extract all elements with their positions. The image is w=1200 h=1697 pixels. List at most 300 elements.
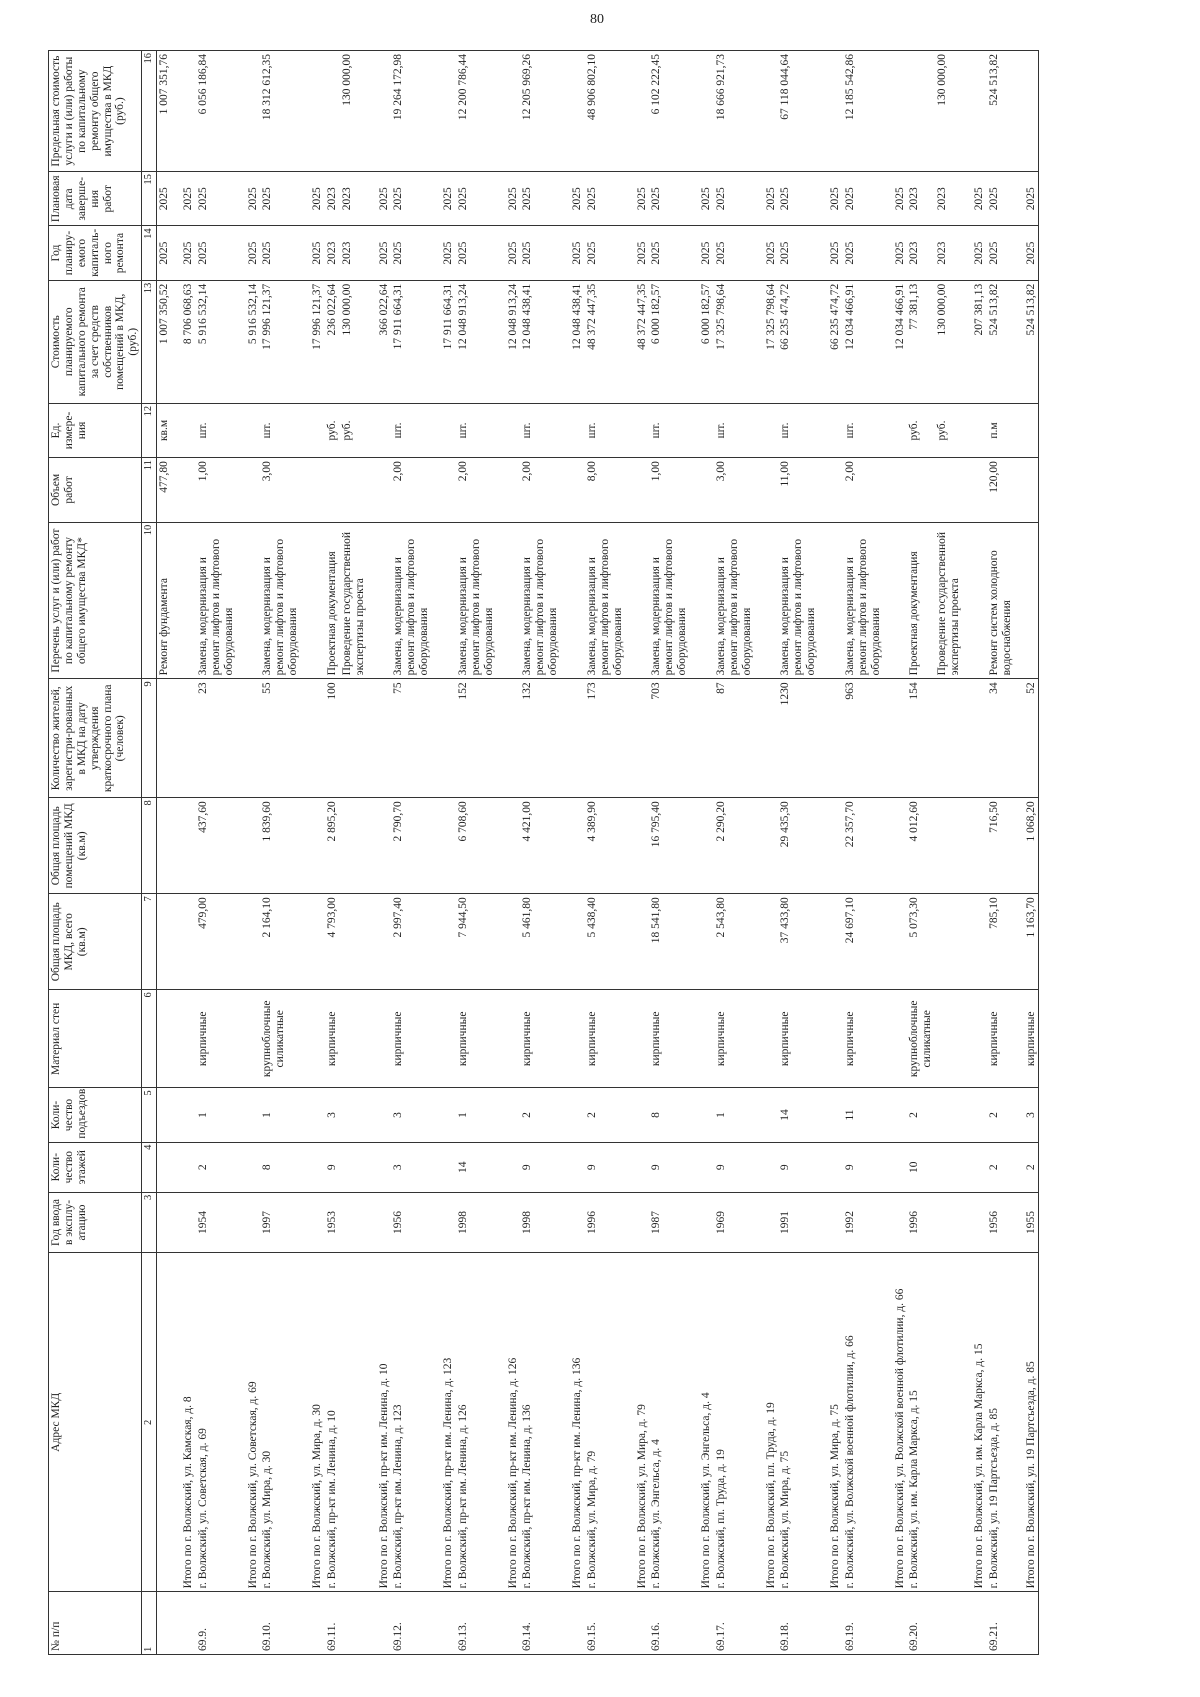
unit-cell: шт. bbox=[520, 403, 561, 457]
volume-cell: 2,00 bbox=[843, 458, 884, 523]
total-area-cell: 2 997,40 bbox=[391, 894, 432, 990]
year-cell bbox=[561, 1192, 585, 1253]
premises-area-cell: 4 421,00 bbox=[520, 798, 561, 894]
wall-material-cell: кирпичные bbox=[843, 990, 884, 1088]
row-number bbox=[935, 1592, 963, 1655]
residents-cell: 154 bbox=[907, 679, 935, 798]
column-number: 6 bbox=[142, 990, 157, 1088]
year-cell bbox=[368, 1192, 392, 1253]
limit-cost-cell: 12 185 542,86 bbox=[843, 51, 884, 172]
cost-cell: 6 000 182,57 bbox=[690, 280, 714, 403]
year-cell bbox=[963, 1192, 987, 1253]
limit-cost-cell: 1 007 351,76 bbox=[157, 51, 172, 172]
volume-cell: 11,00 bbox=[778, 458, 819, 523]
completion-date-cell: 2025 bbox=[237, 172, 261, 226]
premises-area-cell: 4 012,60 bbox=[907, 798, 935, 894]
entrances-cell: 1 bbox=[456, 1088, 497, 1142]
limit-cost-cell bbox=[1015, 51, 1039, 172]
limit-cost-cell bbox=[237, 51, 261, 172]
table-row bbox=[778, 51, 819, 1655]
address-cell: Итого по г. Волжский, ул. Мира, д. 79 bbox=[626, 1253, 650, 1592]
row-number bbox=[301, 1592, 325, 1655]
cost-cell: 12 034 466,91 bbox=[884, 280, 908, 403]
entrances-cell: 2 bbox=[907, 1088, 935, 1142]
entrances-cell: 1 bbox=[260, 1088, 301, 1142]
repair-year-cell: 2025 bbox=[391, 226, 432, 280]
wall-material-cell: крупноблочные силикатные bbox=[260, 990, 301, 1088]
entrances-cell: 1 bbox=[196, 1088, 237, 1142]
entrances-cell: 3 bbox=[325, 1088, 340, 1142]
residents-cell bbox=[237, 679, 261, 798]
year-cell: 1996 bbox=[907, 1192, 935, 1253]
limit-cost-cell bbox=[884, 51, 908, 172]
floors-cell bbox=[432, 1142, 456, 1192]
completion-date-cell: 2025 bbox=[456, 172, 497, 226]
repair-year-cell: 2025 bbox=[561, 226, 585, 280]
row-number: 69.12. bbox=[391, 1592, 432, 1655]
total-area-cell bbox=[755, 894, 779, 990]
wall-material-cell bbox=[301, 990, 325, 1088]
year-cell: 1987 bbox=[649, 1192, 690, 1253]
total-area-cell: 18 541,80 bbox=[649, 894, 690, 990]
unit-cell: руб. bbox=[325, 403, 340, 457]
unit-cell: шт. bbox=[391, 403, 432, 457]
floors-cell bbox=[301, 1142, 325, 1192]
row-number bbox=[561, 1592, 585, 1655]
address-cell: г. Волжский, пр-кт им. Ленина, д. 126 bbox=[456, 1253, 497, 1592]
row-number bbox=[884, 1592, 908, 1655]
unit-cell: шт. bbox=[260, 403, 301, 457]
year-cell: 1955 bbox=[1015, 1192, 1039, 1253]
floors-cell: 9 bbox=[520, 1142, 561, 1192]
address-cell: Итого по г. Волжский, ул. им. Карла Маркса, д. 15 bbox=[963, 1253, 987, 1592]
table-total-row bbox=[368, 51, 392, 1655]
residents-cell bbox=[626, 679, 650, 798]
unit-cell bbox=[237, 403, 261, 457]
repair-year-cell: 2025 bbox=[690, 226, 714, 280]
floors-cell: 9 bbox=[649, 1142, 690, 1192]
volume-cell bbox=[325, 458, 340, 523]
unit-cell bbox=[301, 403, 325, 457]
unit-cell: п.м bbox=[987, 403, 1015, 457]
cost-cell: 524 513,82 bbox=[987, 280, 1015, 403]
row-number bbox=[819, 1592, 843, 1655]
works-cell: Замена, модернизация и ремонт лифтов и лифтового оборудования bbox=[391, 522, 432, 679]
floors-cell bbox=[884, 1142, 908, 1192]
works-cell bbox=[884, 522, 908, 679]
total-area-cell: 7 944,50 bbox=[456, 894, 497, 990]
volume-cell bbox=[432, 458, 456, 523]
entrances-cell: 11 bbox=[843, 1088, 884, 1142]
address-cell: Итого по г. Волжский, пр-кт им. Ленина, д. 136 bbox=[561, 1253, 585, 1592]
floors-cell bbox=[561, 1142, 585, 1192]
premises-area-cell: 2 290,20 bbox=[714, 798, 755, 894]
premises-area-cell bbox=[497, 798, 521, 894]
column-number: 15 bbox=[142, 172, 157, 226]
completion-date-cell: 2025 bbox=[196, 172, 237, 226]
unit-cell bbox=[172, 403, 196, 457]
premises-area-cell: 22 357,70 bbox=[843, 798, 884, 894]
premises-area-cell bbox=[819, 798, 843, 894]
capital-repair-table bbox=[48, 50, 1039, 1655]
premises-area-cell: 16 795,40 bbox=[649, 798, 690, 894]
entrances-cell: 2 bbox=[585, 1088, 626, 1142]
wall-material-cell bbox=[172, 990, 196, 1088]
completion-date-cell: 2025 bbox=[561, 172, 585, 226]
address-cell: г. Волжский, ул. Мира, д. 79 bbox=[585, 1253, 626, 1592]
cost-cell: 207 381,13 bbox=[963, 280, 987, 403]
volume-cell bbox=[755, 458, 779, 523]
completion-date-cell: 2025 bbox=[626, 172, 650, 226]
works-cell: Замена, модернизация и ремонт лифтов и лифтового оборудования bbox=[714, 522, 755, 679]
entrances-cell bbox=[432, 1088, 456, 1142]
row-number: 69.15. bbox=[585, 1592, 626, 1655]
table-total-row bbox=[301, 51, 325, 1655]
residents-cell bbox=[157, 679, 172, 798]
works-cell bbox=[755, 522, 779, 679]
floors-cell: 9 bbox=[843, 1142, 884, 1192]
repair-year-cell: 2025 bbox=[497, 226, 521, 280]
works-cell: Замена, модернизация и ремонт лифтов и лифтового оборудования bbox=[843, 522, 884, 679]
column-number: 7 bbox=[142, 894, 157, 990]
cost-cell: 524 513,82 bbox=[1015, 280, 1039, 403]
entrances-cell bbox=[935, 1088, 963, 1142]
repair-year-cell: 2025 bbox=[585, 226, 626, 280]
cost-cell: 17 911 664,31 bbox=[432, 280, 456, 403]
completion-date-cell: 2025 bbox=[778, 172, 819, 226]
repair-year-cell: 2025 bbox=[157, 226, 172, 280]
floors-cell: 2 bbox=[1015, 1142, 1039, 1192]
header-cell: Год ввода в эксплу-атацию bbox=[49, 1192, 142, 1253]
table-row bbox=[340, 51, 368, 1655]
floors-cell: 3 bbox=[391, 1142, 432, 1192]
column-number-row bbox=[142, 51, 157, 1655]
address-cell: Итого по г. Волжский, ул. Камская, д. 8 bbox=[172, 1253, 196, 1592]
residents-cell bbox=[819, 679, 843, 798]
premises-area-cell: 2 895,20 bbox=[325, 798, 340, 894]
limit-cost-cell: 524 513,82 bbox=[987, 51, 1015, 172]
works-cell bbox=[368, 522, 392, 679]
residents-cell: 23 bbox=[196, 679, 237, 798]
repair-year-cell: 2025 bbox=[778, 226, 819, 280]
total-area-cell bbox=[561, 894, 585, 990]
floors-cell: 2 bbox=[987, 1142, 1015, 1192]
address-cell: г. Волжский, ул. им. Карла Маркса, д. 15 bbox=[907, 1253, 935, 1592]
page-number: 80 bbox=[590, 12, 604, 27]
address-cell: г. Волжский, ул. 19 Партсъезда, д. 85 bbox=[987, 1253, 1015, 1592]
premises-area-cell: 2 790,70 bbox=[391, 798, 432, 894]
table-row bbox=[843, 51, 884, 1655]
repair-year-cell: 2025 bbox=[819, 226, 843, 280]
wall-material-cell: кирпичные bbox=[196, 990, 237, 1088]
repair-year-cell: 2025 bbox=[963, 226, 987, 280]
repair-year-cell: 2025 bbox=[520, 226, 561, 280]
cost-cell: 130 000,00 bbox=[935, 280, 963, 403]
header-cell: Общая площадь помещений МКД (кв.м) bbox=[49, 798, 142, 894]
volume-cell: 1,00 bbox=[649, 458, 690, 523]
address-cell: Итого по г. Волжский, ул. Мира, д. 30 bbox=[301, 1253, 325, 1592]
completion-date-cell: 2025 bbox=[368, 172, 392, 226]
unit-cell bbox=[497, 403, 521, 457]
limit-cost-cell bbox=[301, 51, 325, 172]
residents-cell bbox=[561, 679, 585, 798]
entrances-cell: 8 bbox=[649, 1088, 690, 1142]
premises-area-cell bbox=[626, 798, 650, 894]
floors-cell: 9 bbox=[325, 1142, 340, 1192]
works-cell bbox=[237, 522, 261, 679]
address-cell: г. Волжский, ул. Советская, д. 69 bbox=[196, 1253, 237, 1592]
column-number: 8 bbox=[142, 798, 157, 894]
total-area-cell bbox=[368, 894, 392, 990]
limit-cost-cell bbox=[368, 51, 392, 172]
limit-cost-cell: 19 264 172,98 bbox=[391, 51, 432, 172]
unit-cell bbox=[690, 403, 714, 457]
premises-area-cell: 6 708,60 bbox=[456, 798, 497, 894]
total-area-cell bbox=[690, 894, 714, 990]
premises-area-cell: 1 839,60 bbox=[260, 798, 301, 894]
row-number bbox=[963, 1592, 987, 1655]
entrances-cell bbox=[368, 1088, 392, 1142]
entrances-cell bbox=[755, 1088, 779, 1142]
column-number: 2 bbox=[142, 1253, 157, 1592]
completion-date-cell: 2025 bbox=[963, 172, 987, 226]
repair-year-cell: 2025 bbox=[714, 226, 755, 280]
year-cell bbox=[432, 1192, 456, 1253]
row-number bbox=[755, 1592, 779, 1655]
limit-cost-cell: 67 118 044,64 bbox=[778, 51, 819, 172]
floors-cell: 9 bbox=[778, 1142, 819, 1192]
total-area-cell bbox=[819, 894, 843, 990]
volume-cell bbox=[690, 458, 714, 523]
cost-cell: 12 048 438,41 bbox=[561, 280, 585, 403]
volume-cell: 2,00 bbox=[391, 458, 432, 523]
header-cell: Материал стен bbox=[49, 990, 142, 1088]
premises-area-cell bbox=[561, 798, 585, 894]
works-cell: Замена, модернизация и ремонт лифтов и лифтового оборудования bbox=[585, 522, 626, 679]
residents-cell: 87 bbox=[714, 679, 755, 798]
volume-cell: 477,80 bbox=[157, 458, 172, 523]
cost-cell: 8 706 068,63 bbox=[172, 280, 196, 403]
completion-date-cell: 2023 bbox=[935, 172, 963, 226]
total-area-cell bbox=[935, 894, 963, 990]
completion-date-cell: 2023 bbox=[340, 172, 368, 226]
premises-area-cell bbox=[368, 798, 392, 894]
floors-cell bbox=[626, 1142, 650, 1192]
residents-cell: 963 bbox=[843, 679, 884, 798]
unit-cell bbox=[884, 403, 908, 457]
address-cell: Итого по г. Волжский, ул. Советская, д. 69 bbox=[237, 1253, 261, 1592]
table-row bbox=[907, 51, 935, 1655]
total-area-cell bbox=[432, 894, 456, 990]
residents-cell bbox=[172, 679, 196, 798]
unit-cell bbox=[963, 403, 987, 457]
address-cell: г. Волжский, ул. Энгельса, д. 4 bbox=[649, 1253, 690, 1592]
table-row bbox=[520, 51, 561, 1655]
floors-cell bbox=[340, 1142, 368, 1192]
table-row bbox=[935, 51, 963, 1655]
year-cell bbox=[497, 1192, 521, 1253]
cost-cell: 6 000 182,57 bbox=[649, 280, 690, 403]
row-number bbox=[237, 1592, 261, 1655]
total-area-cell bbox=[884, 894, 908, 990]
volume-cell bbox=[368, 458, 392, 523]
column-number: 3 bbox=[142, 1192, 157, 1253]
volume-cell: 3,00 bbox=[260, 458, 301, 523]
wall-material-cell: кирпичные bbox=[1015, 990, 1039, 1088]
wall-material-cell: кирпичные bbox=[987, 990, 1015, 1088]
floors-cell bbox=[819, 1142, 843, 1192]
total-area-cell bbox=[497, 894, 521, 990]
entrances-cell bbox=[626, 1088, 650, 1142]
year-cell: 1998 bbox=[456, 1192, 497, 1253]
premises-area-cell bbox=[963, 798, 987, 894]
volume-cell bbox=[561, 458, 585, 523]
completion-date-cell: 2025 bbox=[884, 172, 908, 226]
floors-cell bbox=[497, 1142, 521, 1192]
wall-material-cell bbox=[368, 990, 392, 1088]
premises-area-cell: 4 389,90 bbox=[585, 798, 626, 894]
residents-cell: 52 bbox=[1015, 679, 1039, 798]
works-cell: Замена, модернизация и ремонт лифтов и лифтового оборудования bbox=[520, 522, 561, 679]
address-cell: Итого по г. Волжский, пл. Труда, д. 19 bbox=[755, 1253, 779, 1592]
works-cell: Замена, модернизация и ремонт лифтов и лифтового оборудования bbox=[649, 522, 690, 679]
row-number: 69.13. bbox=[456, 1592, 497, 1655]
wall-material-cell bbox=[157, 990, 172, 1088]
floors-cell: 9 bbox=[585, 1142, 626, 1192]
row-number: 69.17. bbox=[714, 1592, 755, 1655]
limit-cost-cell bbox=[561, 51, 585, 172]
year-cell bbox=[755, 1192, 779, 1253]
wall-material-cell bbox=[690, 990, 714, 1088]
premises-area-cell: 1 068,20 bbox=[1015, 798, 1039, 894]
premises-area-cell bbox=[237, 798, 261, 894]
header-cell: № п/п bbox=[49, 1592, 142, 1655]
column-number: 1 bbox=[142, 1592, 157, 1655]
row-number: 69.19. bbox=[843, 1592, 884, 1655]
entrances-cell: 14 bbox=[778, 1088, 819, 1142]
unit-cell bbox=[368, 403, 392, 457]
works-cell bbox=[963, 522, 987, 679]
wall-material-cell bbox=[561, 990, 585, 1088]
row-number: 69.11. bbox=[325, 1592, 340, 1655]
total-area-cell: 2 543,80 bbox=[714, 894, 755, 990]
year-cell bbox=[884, 1192, 908, 1253]
works-cell bbox=[497, 522, 521, 679]
completion-date-cell: 2025 bbox=[432, 172, 456, 226]
premises-area-cell bbox=[935, 798, 963, 894]
floors-cell bbox=[157, 1142, 172, 1192]
column-number: 14 bbox=[142, 226, 157, 280]
volume-cell: 2,00 bbox=[456, 458, 497, 523]
table-total-row bbox=[561, 51, 585, 1655]
column-number: 13 bbox=[142, 280, 157, 403]
volume-cell bbox=[907, 458, 935, 523]
row-number: 69.9. bbox=[196, 1592, 237, 1655]
table-row bbox=[456, 51, 497, 1655]
volume-cell bbox=[340, 458, 368, 523]
table-row bbox=[987, 51, 1015, 1655]
works-cell: Проведение государственной экспертизы проекта bbox=[935, 522, 963, 679]
unit-cell bbox=[819, 403, 843, 457]
row-number bbox=[368, 1592, 392, 1655]
column-number: 9 bbox=[142, 679, 157, 798]
residents-cell: 1230 bbox=[778, 679, 819, 798]
table-total-row bbox=[963, 51, 987, 1655]
cost-cell: 17 325 798,64 bbox=[714, 280, 755, 403]
completion-date-cell: 2025 bbox=[1015, 172, 1039, 226]
limit-cost-cell bbox=[172, 51, 196, 172]
volume-cell bbox=[884, 458, 908, 523]
floors-cell bbox=[172, 1142, 196, 1192]
total-area-cell bbox=[237, 894, 261, 990]
row-number bbox=[1015, 1592, 1039, 1655]
header-cell: Коли-чество этажей bbox=[49, 1142, 142, 1192]
completion-date-cell: 2025 bbox=[649, 172, 690, 226]
entrances-cell: 3 bbox=[391, 1088, 432, 1142]
premises-area-cell bbox=[157, 798, 172, 894]
premises-area-cell bbox=[340, 798, 368, 894]
works-cell bbox=[301, 522, 325, 679]
works-cell bbox=[690, 522, 714, 679]
table-row bbox=[325, 51, 340, 1655]
row-number bbox=[340, 1592, 368, 1655]
address-cell: Итого по г. Волжский, пр-кт им. Ленина, д. 10 bbox=[368, 1253, 392, 1592]
header-row bbox=[49, 51, 142, 1655]
year-cell: 1956 bbox=[987, 1192, 1015, 1253]
unit-cell bbox=[626, 403, 650, 457]
limit-cost-cell bbox=[907, 51, 935, 172]
unit-cell: руб. bbox=[907, 403, 935, 457]
limit-cost-cell: 12 205 969,26 bbox=[520, 51, 561, 172]
rotated-table-page bbox=[48, 50, 1168, 1655]
header-cell: Адрес МКД bbox=[49, 1253, 142, 1592]
address-cell bbox=[157, 1253, 172, 1592]
cost-cell: 12 034 466,91 bbox=[843, 280, 884, 403]
completion-date-cell: 2023 bbox=[325, 172, 340, 226]
address-cell bbox=[935, 1253, 963, 1592]
table-total-row bbox=[755, 51, 779, 1655]
completion-date-cell: 2025 bbox=[301, 172, 325, 226]
table-row bbox=[157, 51, 172, 1655]
unit-cell: шт. bbox=[843, 403, 884, 457]
residents-cell bbox=[497, 679, 521, 798]
wall-material-cell bbox=[497, 990, 521, 1088]
header-cell: Плановая дата заверше-ния работ bbox=[49, 172, 142, 226]
limit-cost-cell: 6 056 186,84 bbox=[196, 51, 237, 172]
volume-cell bbox=[301, 458, 325, 523]
year-cell: 1992 bbox=[843, 1192, 884, 1253]
unit-cell: шт. bbox=[714, 403, 755, 457]
residents-cell: 55 bbox=[260, 679, 301, 798]
header-cell: Коли-чество подъездов bbox=[49, 1088, 142, 1142]
unit-cell: шт. bbox=[649, 403, 690, 457]
total-area-cell: 785,10 bbox=[987, 894, 1015, 990]
wall-material-cell: кирпичные bbox=[456, 990, 497, 1088]
total-area-cell: 4 793,00 bbox=[325, 894, 340, 990]
wall-material-cell: кирпичные bbox=[520, 990, 561, 1088]
row-number: 69.16. bbox=[649, 1592, 690, 1655]
repair-year-cell: 2023 bbox=[907, 226, 935, 280]
row-number: 69.18. bbox=[778, 1592, 819, 1655]
cost-cell: 17 996 121,37 bbox=[260, 280, 301, 403]
entrances-cell bbox=[561, 1088, 585, 1142]
completion-date-cell: 2025 bbox=[172, 172, 196, 226]
cost-cell: 12 048 913,24 bbox=[497, 280, 521, 403]
works-cell bbox=[432, 522, 456, 679]
table-total-row bbox=[497, 51, 521, 1655]
address-cell: г. Волжский, ул. Мира, д. 75 bbox=[778, 1253, 819, 1592]
entrances-cell: 3 bbox=[1015, 1088, 1039, 1142]
